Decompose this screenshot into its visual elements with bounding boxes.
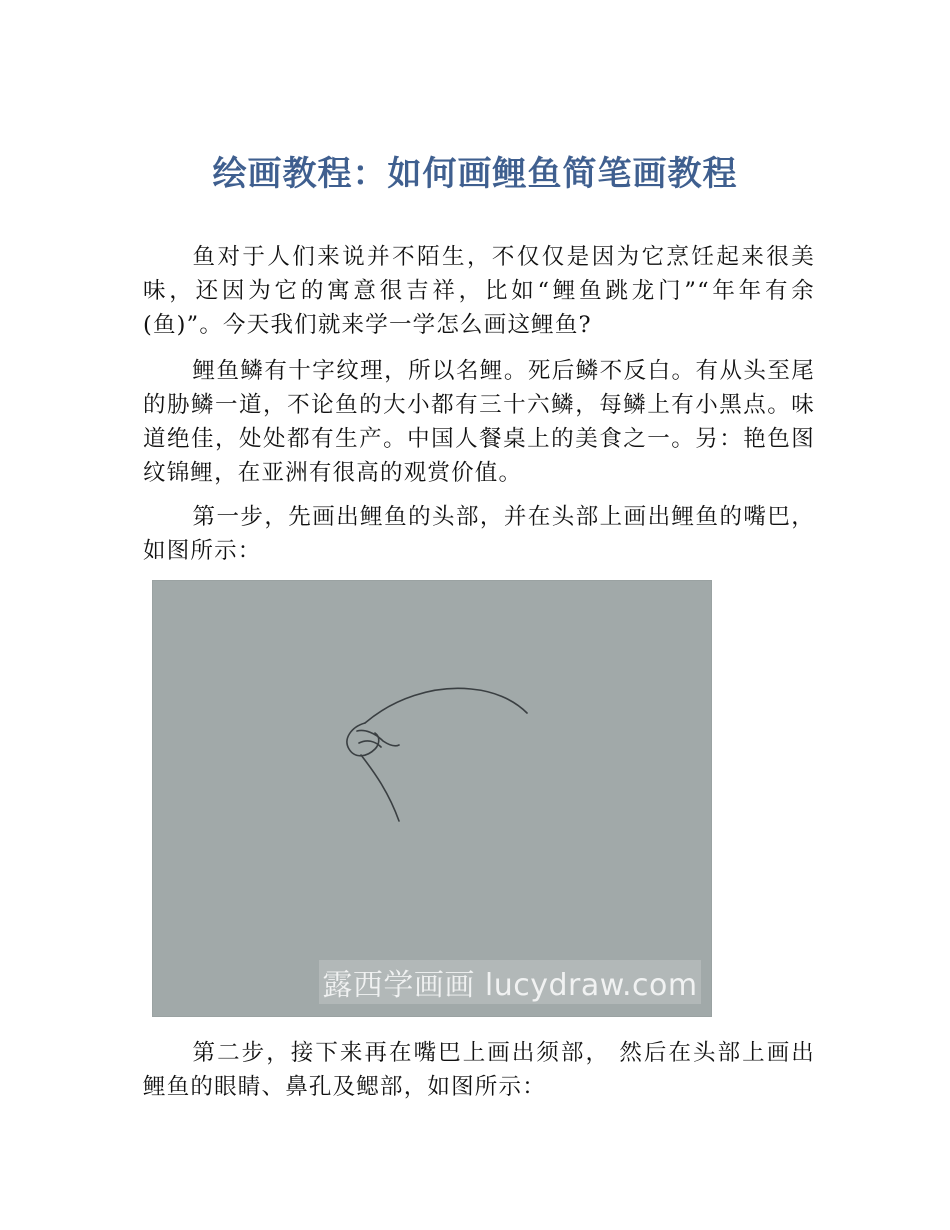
step-one-illustration xyxy=(152,580,712,1017)
paragraph-carp-description: 鲤鱼鳞有十字纹理，所以名鲤。死后鳞不反白。有从头至尾的胁鳞一道，不论鱼的大小都有三十六鳞，每鳞上有小黑点。味道绝佳，处处都有生产。中国人餐桌上的美食之一。另：艳色图纹锦鲤，在亚洲有很高的观赏价值。 xyxy=(143,358,815,486)
jaw-line xyxy=(361,755,399,821)
paragraph-step-two: 第二步，接下来再在嘴巴上画出须部， 然后在头部上画出鲤鱼的眼睛、鼻孔及鳃部，如图所示： xyxy=(143,1040,815,1100)
paragraph-intro: 鱼对于人们来说并不陌生，不仅仅是因为它烹饪起来很美味，还因为它的寓意很吉祥，比如“鲤鱼跳龙门”“年年有余(鱼)”。今天我们就来学一学怎么画这鲤鱼? xyxy=(143,244,815,338)
page-title: 绘画教程：如何画鲤鱼简笔画教程 xyxy=(212,154,738,194)
mouth-outline xyxy=(347,723,379,756)
head-top-line xyxy=(365,688,527,723)
watermark: 露西学画画 lucydraw.com xyxy=(319,960,701,1004)
carp-head-sketch xyxy=(153,581,712,1017)
paragraph-step-one: 第一步，先画出鲤鱼的头部，并在头部上画出鲤鱼的嘴巴，如图所示： xyxy=(143,504,815,564)
